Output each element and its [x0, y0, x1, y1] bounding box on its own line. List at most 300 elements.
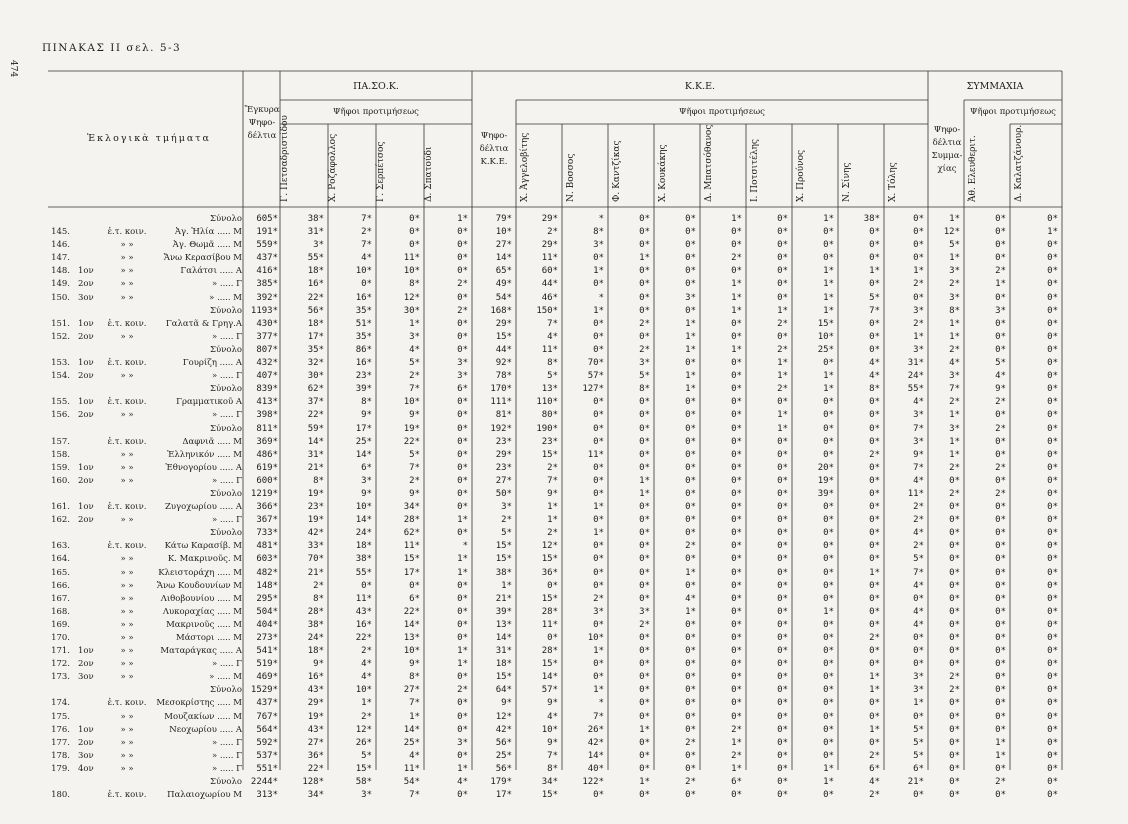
row-number: 155. [51, 397, 70, 408]
cell-value: 0* [685, 580, 696, 591]
cell-value: 28* [541, 606, 558, 617]
row-name: Σύνολο [210, 777, 242, 788]
cell-value: 0* [995, 724, 1006, 735]
table-row [0, 383, 1128, 396]
cell-value: 0* [639, 436, 650, 447]
cell-value: 0* [777, 685, 788, 696]
symmachia-label: ΣΥΜΜΑΧΙΑ [966, 81, 1024, 92]
cell-value: 2* [313, 580, 324, 591]
cell-value: 11* [403, 763, 420, 774]
cell-value: 0* [731, 685, 742, 696]
cell-value: 0* [685, 436, 696, 447]
cell-value: 0* [457, 462, 468, 473]
cell-value: 2* [995, 423, 1006, 434]
cell-value: 437* [256, 698, 278, 709]
cell-value: 0* [869, 606, 880, 617]
cell-value: 3* [457, 737, 468, 748]
cell-value: 2* [995, 777, 1006, 788]
candidate-label: Χ. Ροζάφολλος [328, 133, 338, 202]
cell-value: 0* [639, 711, 650, 722]
cell-value: 44* [541, 279, 558, 290]
table-row [0, 213, 1128, 226]
cell-value: 0* [1047, 449, 1058, 460]
cell-value: 0* [1047, 344, 1058, 355]
cell-value: 0* [685, 214, 696, 224]
cell-value: 11* [403, 541, 420, 552]
cell-value: 0* [1047, 593, 1058, 604]
cell-value: 0* [731, 410, 742, 421]
cell-value: 0* [639, 331, 650, 342]
cell-value: 6* [409, 593, 420, 604]
cell-value: 0* [913, 593, 924, 604]
cell-value: 2* [361, 646, 372, 657]
cell-value: 0* [913, 253, 924, 264]
row-name: Μακρινοῦς ..... Μ [166, 619, 242, 630]
cell-value: 8* [547, 763, 558, 774]
cell-value: 0* [731, 371, 742, 382]
row-type: ἐ.τ. κοιν. [107, 397, 147, 408]
cell-value: 0* [823, 515, 834, 526]
cell-value: 0* [949, 502, 960, 513]
cell-value: 1* [777, 423, 788, 434]
cell-value: 54* [495, 292, 512, 303]
cell-value: 39* [355, 384, 372, 395]
cell-value: 5* [639, 371, 650, 382]
cell-value: 0* [639, 763, 650, 774]
cell-value: 0* [823, 790, 834, 801]
cell-value: 0* [731, 619, 742, 630]
cell-value: 14* [403, 724, 420, 735]
cell-value: 1* [949, 449, 960, 460]
cell-value: 1* [949, 410, 960, 421]
cell-value: 0* [777, 606, 788, 617]
table-row [0, 305, 1128, 318]
cell-value: 0* [869, 240, 880, 251]
cell-value: 0* [777, 593, 788, 604]
cell-value: 0* [685, 685, 696, 696]
cell-value: 0* [869, 279, 880, 290]
row-type: ἐ.τ. κοιν. [107, 541, 147, 552]
cell-value: 0* [869, 423, 880, 434]
cell-value: 29* [495, 449, 512, 460]
cell-value: 430* [256, 318, 278, 329]
cell-value: 2* [457, 279, 468, 290]
cell-value: 0* [777, 515, 788, 526]
cell-value: 0* [913, 292, 924, 303]
cell-value: 11* [587, 449, 604, 460]
cell-value: 5* [913, 737, 924, 748]
cell-value: 0* [869, 462, 880, 473]
cell-value: 36* [541, 567, 558, 578]
cell-value: 7* [949, 384, 960, 395]
cell-value: 1* [731, 763, 742, 774]
cell-value: 1* [457, 763, 468, 774]
cell-value: 3* [409, 331, 420, 342]
cell-value: 0* [1047, 750, 1058, 761]
cell-value: 0* [995, 606, 1006, 617]
table-row [0, 278, 1128, 291]
cell-value: 39* [495, 606, 512, 617]
cell-value: 0* [777, 659, 788, 670]
cell-value: 3* [913, 410, 924, 421]
cell-value: 0* [777, 449, 788, 460]
cell-value: 56* [495, 763, 512, 774]
cell-value: 0* [685, 698, 696, 709]
cell-value: 0* [949, 619, 960, 630]
cell-value: 4* [949, 358, 960, 369]
row-ordinal: 3ον [78, 292, 94, 303]
row-name: Γραμματικοῦ Α [176, 397, 242, 408]
cell-value: 0* [869, 528, 880, 539]
cell-value: 9* [547, 737, 558, 748]
cell-value: 29* [541, 240, 558, 251]
row-ordinal: 2ον [78, 475, 94, 486]
cell-value: 0* [823, 253, 834, 264]
cell-value: 8* [361, 397, 372, 408]
cell-value: 2* [593, 593, 604, 604]
cell-value: 35* [307, 344, 324, 355]
cell-value: 0* [869, 580, 880, 591]
cell-value: 49* [495, 279, 512, 290]
cell-value: 619* [256, 462, 278, 473]
row-number: 161. [51, 502, 70, 513]
cell-value: 0* [823, 619, 834, 630]
cell-value: 0* [731, 567, 742, 578]
cell-value: 0* [995, 240, 1006, 251]
cell-value: 16* [307, 279, 324, 290]
row-number: 175. [51, 711, 70, 722]
table-row [0, 475, 1128, 488]
cell-value: 10* [587, 633, 604, 643]
cell-value: * [462, 541, 468, 552]
cell-value: 7* [361, 240, 372, 251]
row-name: Ἄνω Κερασίβου Μ [163, 253, 242, 264]
cell-value: 14* [587, 750, 604, 761]
row-name: Νεοχωρίου ..... Α [169, 724, 242, 735]
row-name: Σύνολο [210, 384, 242, 395]
row-ordinal: 2ον [78, 410, 94, 421]
cell-value: 0* [777, 619, 788, 630]
cell-value: 0* [995, 528, 1006, 539]
cell-value: 10* [495, 227, 512, 238]
cell-value: 1* [823, 384, 834, 395]
cell-value: 0* [777, 279, 788, 290]
cell-value: 1* [593, 266, 604, 277]
cell-value: 23* [355, 371, 372, 382]
cell-value: 767* [256, 711, 278, 722]
cell-value: 1* [913, 331, 924, 342]
cell-value: 0* [995, 763, 1006, 774]
cell-value: 0* [869, 227, 880, 238]
cell-value: 0* [731, 528, 742, 539]
cell-value: 0* [777, 502, 788, 513]
cell-value: 603* [256, 554, 278, 565]
cell-value: 8* [313, 593, 324, 604]
table-row [0, 632, 1128, 645]
cell-value: 0* [731, 659, 742, 670]
row-ordinal: 2ον [78, 515, 94, 526]
cell-value: 25* [817, 344, 834, 355]
cell-value: 2* [457, 305, 468, 316]
row-type: » » [120, 266, 134, 277]
cell-value: 1* [869, 685, 880, 696]
cell-value: 15* [495, 672, 512, 683]
cell-value: 0* [1047, 646, 1058, 657]
row-name: » ..... Μ [209, 292, 242, 303]
table-row [0, 265, 1128, 278]
row-name: » ..... Γ [211, 410, 242, 421]
cell-value: 0* [995, 292, 1006, 303]
cell-value: 481* [256, 541, 278, 552]
table-row [0, 645, 1128, 658]
table-row [0, 763, 1128, 776]
cell-value: 0* [685, 672, 696, 683]
cell-value: 1* [731, 214, 742, 224]
cell-value: 4* [409, 344, 420, 355]
cell-value: 0* [949, 750, 960, 761]
cell-value: 3* [457, 371, 468, 382]
cell-value: 0* [1047, 410, 1058, 421]
row-name: Σύνολο [210, 423, 242, 434]
cell-value: 398* [256, 410, 278, 421]
cell-value: 2* [685, 541, 696, 552]
candidate-label: Γ. Πετσαδριστίδου [280, 115, 290, 202]
cell-value: 0* [1047, 698, 1058, 709]
cell-value: 369* [256, 436, 278, 447]
candidate-label: Φ. Καντζίκας [612, 140, 622, 202]
cell-value: 0* [639, 567, 650, 578]
cell-value: 23* [307, 502, 324, 513]
cell-value: 31* [307, 449, 324, 460]
cell-value: 0* [685, 502, 696, 513]
table-row [0, 606, 1128, 619]
row-ordinal: 2ον [78, 371, 94, 382]
row-type: ἐ.τ. κοιν. [107, 318, 147, 329]
cell-value: 38* [307, 619, 324, 630]
cell-value: 15* [541, 449, 558, 460]
cell-value: 0* [457, 436, 468, 447]
cell-value: 2* [361, 227, 372, 238]
cell-value: 0* [685, 763, 696, 774]
cell-value: 2* [913, 541, 924, 552]
row-type: » » [120, 606, 134, 617]
cell-value: 0* [995, 318, 1006, 329]
cell-value: 8* [593, 227, 604, 238]
row-ordinal: 1ον [78, 358, 94, 369]
cell-value: 0* [869, 711, 880, 722]
cell-value: 1* [949, 318, 960, 329]
cell-value: 541* [256, 646, 278, 657]
cell-value: 2* [547, 462, 558, 473]
row-name: » ..... Γ [211, 475, 242, 486]
cell-value: 12* [495, 711, 512, 722]
cell-value: 55* [355, 567, 372, 578]
candidate-label: Ἀθ. Ελευθεριτ. [968, 135, 978, 202]
cell-value: 3* [457, 358, 468, 369]
symm-ballots-label: Ψηφο- δέλτια Συμμα- χίας [931, 125, 963, 174]
row-number: 165. [51, 567, 70, 578]
cell-value: 0* [593, 344, 604, 355]
cell-value: 3* [949, 423, 960, 434]
cell-value: 3* [913, 672, 924, 683]
cell-value: 0* [731, 423, 742, 434]
cell-value: 3* [361, 475, 372, 486]
cell-value: 2* [995, 266, 1006, 277]
cell-value: 0* [457, 266, 468, 277]
cell-value: 1* [639, 475, 650, 486]
cell-value: 4* [913, 580, 924, 591]
cell-value: 54* [403, 777, 420, 788]
row-type: ἐ.τ. κοιν. [107, 227, 147, 238]
cell-value: 1* [949, 253, 960, 264]
cell-value: 0* [823, 633, 834, 643]
cell-value: 1* [823, 214, 834, 224]
cell-value: 1* [995, 737, 1006, 748]
cell-value: 0* [685, 475, 696, 486]
cell-value: 10* [403, 646, 420, 657]
cell-value: 0* [869, 410, 880, 421]
table-row [0, 514, 1128, 527]
cell-value: 0* [639, 227, 650, 238]
row-type: » » [120, 659, 134, 670]
cell-value: 31* [307, 227, 324, 238]
cell-value: 0* [949, 475, 960, 486]
cell-value: 2* [409, 371, 420, 382]
cell-value: 0* [777, 528, 788, 539]
row-type: » » [120, 410, 134, 421]
cell-value: 7* [913, 423, 924, 434]
cell-value: 14* [495, 633, 512, 643]
cell-value: 62* [307, 384, 324, 395]
cell-value: 0* [995, 711, 1006, 722]
cell-value: 1* [777, 371, 788, 382]
cell-value: 1* [731, 292, 742, 303]
candidate-label: Γ. Σερπέτσος [376, 141, 386, 202]
cell-value: 0* [731, 502, 742, 513]
cell-value: 0* [685, 227, 696, 238]
cell-value: 0* [731, 488, 742, 499]
symm-pref-label: Ψῆφοι προτιμήσεως [970, 107, 1056, 117]
cell-value: 16* [307, 672, 324, 683]
cell-value: 0* [823, 554, 834, 565]
row-number: 176. [51, 724, 70, 735]
cell-value: 0* [731, 698, 742, 709]
cell-value: 0* [823, 358, 834, 369]
cell-value: 43* [307, 724, 324, 735]
cell-value: 1* [869, 672, 880, 683]
cell-value: 191* [256, 227, 278, 238]
cell-value: 0* [639, 502, 650, 513]
cell-value: 0* [457, 698, 468, 709]
cell-value: 9* [409, 659, 420, 670]
cell-value: 0* [995, 659, 1006, 670]
cell-value: 733* [256, 528, 278, 539]
table-row [0, 501, 1128, 514]
cell-value: 0* [593, 410, 604, 421]
cell-value: 0* [823, 659, 834, 670]
cell-value: 0* [823, 685, 834, 696]
cell-value: 10* [817, 331, 834, 342]
cell-value: 16* [355, 292, 372, 303]
row-number: 154. [51, 371, 70, 382]
cell-value: 0* [457, 292, 468, 303]
cell-value: 22* [307, 410, 324, 421]
cell-value: 0* [593, 659, 604, 670]
cell-value: 0* [995, 515, 1006, 526]
row-name: Λιθοβουνίου ..... Μ [160, 593, 242, 604]
cell-value: 2* [949, 685, 960, 696]
row-type: » » [120, 449, 134, 460]
cell-value: 0* [685, 305, 696, 316]
cell-value: 0* [731, 672, 742, 683]
pasok-pref-label: Ψῆφοι προτιμήσεως [333, 107, 419, 117]
cell-value: 2* [995, 397, 1006, 408]
row-ordinal: 1ον [78, 502, 94, 513]
cell-value: 16* [355, 358, 372, 369]
cell-value: 2* [869, 633, 880, 643]
cell-value: 0* [1047, 633, 1058, 643]
cell-value: 12* [943, 227, 960, 238]
cell-value: 0* [639, 750, 650, 761]
cell-value: 0* [685, 279, 696, 290]
row-name: Γαλατᾶ & Γρηγ.Α [165, 318, 242, 329]
cell-value: 9* [361, 410, 372, 421]
cell-value: 0* [995, 685, 1006, 696]
cell-value: 0* [593, 554, 604, 565]
cell-value: 2* [913, 318, 924, 329]
cell-value: 11* [541, 619, 558, 630]
cell-value: 70* [307, 554, 324, 565]
cell-value: 38* [355, 554, 372, 565]
cell-value: 0* [823, 567, 834, 578]
cell-value: 0* [995, 436, 1006, 447]
cell-value: 21* [307, 567, 324, 578]
row-type: » » [120, 567, 134, 578]
cell-value: 127* [582, 384, 604, 395]
cell-value: 57* [587, 371, 604, 382]
cell-value: 3* [995, 305, 1006, 316]
row-number: 160. [51, 475, 70, 486]
cell-value: 62* [403, 528, 420, 539]
cell-value: 55* [907, 384, 924, 395]
cell-value: 2* [777, 318, 788, 329]
cell-value: 0* [457, 633, 468, 643]
cell-value: 10* [355, 685, 372, 696]
cell-value: 0* [777, 790, 788, 801]
cell-value: 0* [639, 737, 650, 748]
row-type: ἐ.τ. κοιν. [107, 436, 147, 447]
cell-value: 469* [256, 672, 278, 683]
cell-value: 25* [355, 436, 372, 447]
cell-value: 7* [547, 750, 558, 761]
cell-value: 57* [541, 685, 558, 696]
table-row [0, 239, 1128, 252]
cell-value: 2* [949, 462, 960, 473]
cell-value: 0* [457, 672, 468, 683]
cell-value: 0* [457, 227, 468, 238]
cell-value: 4* [547, 711, 558, 722]
cell-value: 0* [593, 790, 604, 801]
cell-value: 4* [409, 750, 420, 761]
cell-value: 0* [913, 659, 924, 670]
cell-value: 7* [869, 305, 880, 316]
cell-value: 273* [256, 633, 278, 643]
cell-value: 7* [409, 698, 420, 709]
cell-value: 30* [403, 305, 420, 316]
row-type: » » [120, 554, 134, 565]
cell-value: 0* [639, 528, 650, 539]
cell-value: 0* [731, 606, 742, 617]
